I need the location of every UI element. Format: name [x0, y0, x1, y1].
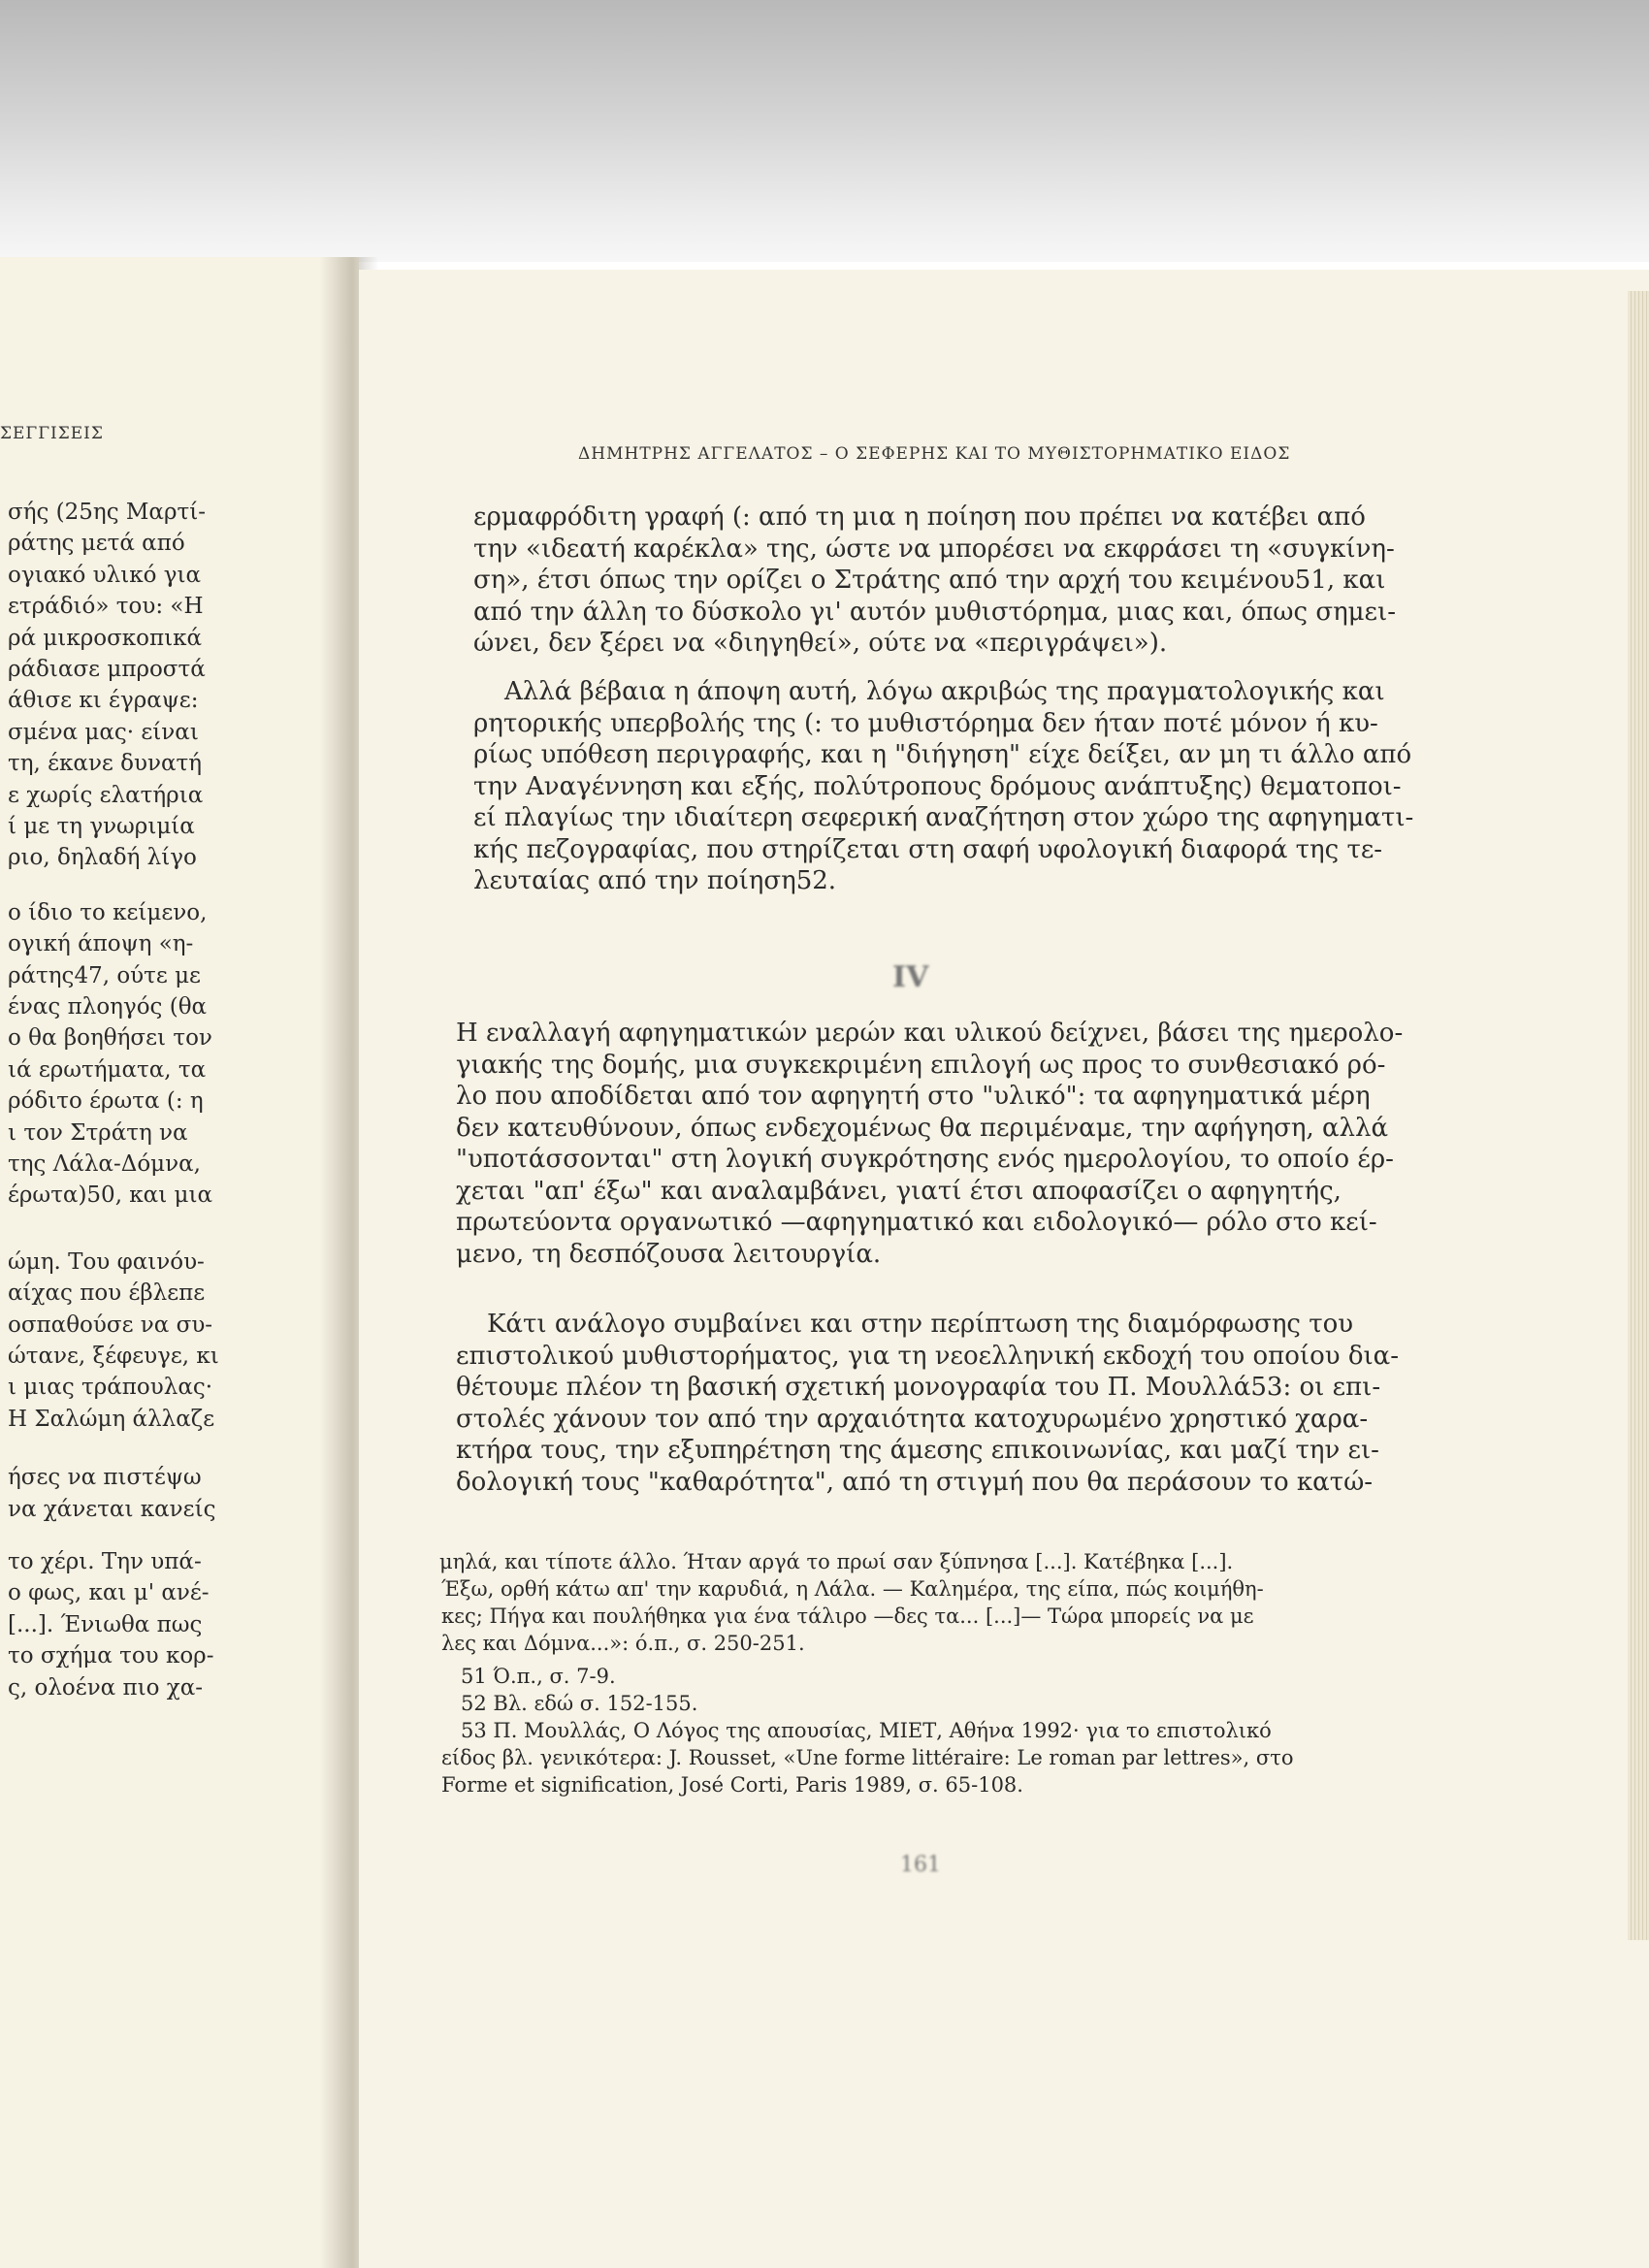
left-text-line: έρωτα)50, και μια [8, 1183, 213, 1209]
right-running-head: ΔΗΜΗΤΡΗΣ ΑΓΓΕΛΑΤΟΣ – Ο ΣΕΦΕΡΗΣ ΚΑΙ ΤΟ ΜΥΘΙΣΤΟΡΗΜΑΤΙΚΟ ΕΙΔΟΣ [578, 444, 1291, 464]
body-line: Αλλά βέβαια η άποψη αυτή, λόγω ακριβώς της πραγματολογικής και [504, 677, 1385, 706]
body-line: δολογική τους "καθαρότητα", από τη στιγμή που θα περάσουν το κατώ- [456, 1467, 1374, 1497]
body-line: ρίως υπόθεση περιγραφής, και η "διήγηση" είχε δείξει, αν μη τι άλλο από [473, 740, 1412, 769]
left-text-line: το σχήμα του κορ- [8, 1643, 214, 1669]
left-text-line: ο φως, και μ' ανέ- [8, 1580, 210, 1606]
left-text-line: ράδιασε μπροστά [8, 657, 206, 682]
left-text-line: ήσες να πιστέψω [8, 1465, 202, 1491]
left-text-line: ένας πλοηγός (θα [8, 994, 208, 1020]
section-number: IV [892, 960, 929, 994]
left-text-line: ο θα βοηθήσει τον [8, 1025, 212, 1052]
left-text-line: [...]. Ένιωθα πως [8, 1611, 203, 1637]
left-text-line: ογιακό υλικό για [8, 562, 202, 588]
body-line: δεν κατευθύνουν, όπως ενδεχομένως θα περιμέναμε, την αφήγηση, αλλά [456, 1113, 1389, 1143]
body-line: γιακής της δομής, μια συγκεκριμένη επιλογή ως προς το συνθεσιακό ρό- [456, 1050, 1386, 1080]
body-line: την «ιδεατή καρέκλα» της, ώστε να μπορέσει να εκφράσει τη «συγκίνη- [473, 534, 1395, 564]
body-line: την Αναγέννηση και εξής, πολύτροπους δρόμους ανάπτυξης) θεματοποι- [473, 771, 1402, 801]
left-text-line: τη, έκανε δυνατή [8, 751, 203, 777]
left-text-line: ι τον Στράτη να [8, 1119, 188, 1146]
body-line: ρητορικής υπερβολής της (: το μυθιστόρημα δεν ήταν ποτέ μόνον ή κυ- [473, 708, 1378, 738]
left-page [0, 257, 359, 2268]
body-line: λευταίας από την ποίηση52. [473, 866, 837, 895]
left-text-line: ρά μικροσκοπικά [8, 625, 203, 651]
body-line: εί πλαγίως την ιδιαίτερη σεφερική αναζήτηση στον χώρο της αφηγηματι- [473, 803, 1414, 832]
body-line: Κάτι ανάλογο συμβαίνει και στην περίπτωση της διαμόρφωσης του [487, 1310, 1354, 1339]
left-text-line: ιά ερωτήματα, τα [8, 1056, 207, 1083]
body-line: ερμαφρόδιτη γραφή (: από τη μια η ποίηση που πρέπει να κατέβει από [473, 502, 1366, 532]
body-line: λο που αποδίδεται από τον αφηγητή στο "υλικό": τα αφηγηματικά μέρη [456, 1082, 1371, 1111]
footnote-line: λες και Δόμνα...»: ό.π., σ. 250-251. [441, 1632, 805, 1655]
left-text-line: το χέρι. Την υπά- [8, 1549, 202, 1574]
left-text-line: ο ίδιο το κείμενο, [8, 899, 208, 925]
left-text-line: ετράδιό» του: «Η [8, 594, 204, 620]
left-text-line: ογική άποψη «η- [8, 931, 194, 957]
body-line: πρωτεύοντα οργανωτικό —αφηγηματικό και ειδολογικό— ρόλο στο κεί- [456, 1208, 1377, 1237]
footnote-line: Έξω, ορθή κάτω απ' την καρυδιά, η Λάλα. — Καλημέρα, της είπα, πώς κοιμήθη- [441, 1577, 1264, 1601]
body-line: Η εναλλαγή αφηγηματικών μερών και υλικού δείχνει, βάσει της ημερολο- [456, 1019, 1404, 1048]
body-line: κτήρα τους, την εξυπηρέτηση της άμεσης επικοινωνίας, και μαζί την ει- [456, 1436, 1379, 1465]
body-line: χεται "απ' έξω" και αναλαμβάνει, γιατί έτσι αποφασίζει ο αφηγητής, [456, 1176, 1342, 1206]
footnote-line: 51 Ό.π., σ. 7-9. [461, 1665, 616, 1688]
left-text-line: να χάνεται κανείς [8, 1496, 216, 1522]
body-line: κής πεζογραφίας, που στηρίζεται στη σαφή υφολογική διαφορά της τε- [473, 834, 1383, 864]
footnote-line: 53 Π. Μουλλάς, Ο Λόγος της απουσίας, ΜΙΕΤ, Αθήνα 1992· για το επιστολικό [461, 1719, 1272, 1742]
page-number: 161 [900, 1853, 941, 1877]
left-text-line: ι μιας τράπουλας· [8, 1375, 213, 1401]
footnote-line: Forme et signification, José Corti, Paris 1989, σ. 65-108. [441, 1773, 1023, 1797]
body-line: "υποτάσσονται" στη λογική συγκρότησης ενός ημερολογίου, το οποίο έρ- [456, 1145, 1394, 1174]
body-line: ώνει, δεν ξέρει να «διηγηθεί», ούτε να «περιγράψει»). [473, 629, 1168, 658]
left-text-line: ριο, δηλαδή λίγο [8, 845, 197, 871]
left-text-line: αίχας που έβλεπε [8, 1280, 206, 1307]
left-text-line: ράτης47, ούτε με [8, 962, 201, 988]
left-text-line: ί με τη γνωριμία [8, 814, 195, 839]
left-text-line: της Λάλα-Δόμνα, [8, 1151, 201, 1177]
scanner-shadow [0, 0, 1649, 262]
left-text-line: σής (25ης Μαρτί- [8, 500, 207, 525]
body-line: μενο, τη δεσπόζουσα λειτουργία. [456, 1239, 882, 1269]
left-text-line: σμένα μας· είναι [8, 719, 199, 745]
left-text-line: ράτης μετά από [8, 531, 185, 557]
footnote-line: 52 Βλ. εδώ σ. 152-155. [461, 1692, 698, 1715]
left-text-line: ε χωρίς ελατήρια [8, 782, 204, 808]
left-text-line: άθισε κι έγραψε: [8, 688, 199, 714]
body-line: από την άλλη το δύσκολο γι' αυτόν μυθιστόρημα, μιας και, όπως σημει- [473, 597, 1397, 627]
page-edges [1628, 291, 1649, 1940]
left-text-line: ς, ολοένα πιο χα- [8, 1674, 204, 1701]
footnote-line: μηλά, και τίποτε άλλο. Ήταν αργά το πρωί σαν ξύπνησα [...]. Κατέβηκα [...]. [439, 1550, 1234, 1573]
footnote-line: είδος βλ. γενικότερα: J. Rousset, «Une forme littéraire: Le roman par lettres», στο [441, 1746, 1294, 1769]
left-text-line: Η Σαλώμη άλλαζε [8, 1406, 215, 1432]
body-line: επιστολικού μυθιστορήματος, για τη νεοελληνική εκδοχή του οποίου δια- [456, 1341, 1400, 1371]
left-text-line: ρόδιτο έρωτα (: η [8, 1088, 204, 1115]
left-text-line: οσπαθούσε να συ- [8, 1312, 213, 1338]
body-line: θέτουμε πλέον τη βασική σχετική μονογραφία του Π. Μουλλά53: οι επι- [456, 1373, 1381, 1402]
left-text-line: ώμη. Του φαινόυ- [8, 1248, 205, 1275]
body-line: στολές χάνουν τον από την αρχαιότητα κατοχυρωμένο χρηστικό χαρα- [456, 1404, 1369, 1434]
left-text-line: ώτανε, ξέφευγε, κι [8, 1344, 219, 1369]
left-running-head: ΣΕΓΓΙΣΕΙΣ [0, 424, 104, 443]
right-page [359, 270, 1649, 2268]
footnote-line: κες; Πήγα και πουλήθηκα για ένα τάλιρο —δες τα... [...]— Τώρα μπορείς να με [441, 1604, 1254, 1628]
body-line: ση», έτσι όπως την ορίζει ο Στράτης από την αρχή του κειμένου51, και [473, 566, 1386, 595]
